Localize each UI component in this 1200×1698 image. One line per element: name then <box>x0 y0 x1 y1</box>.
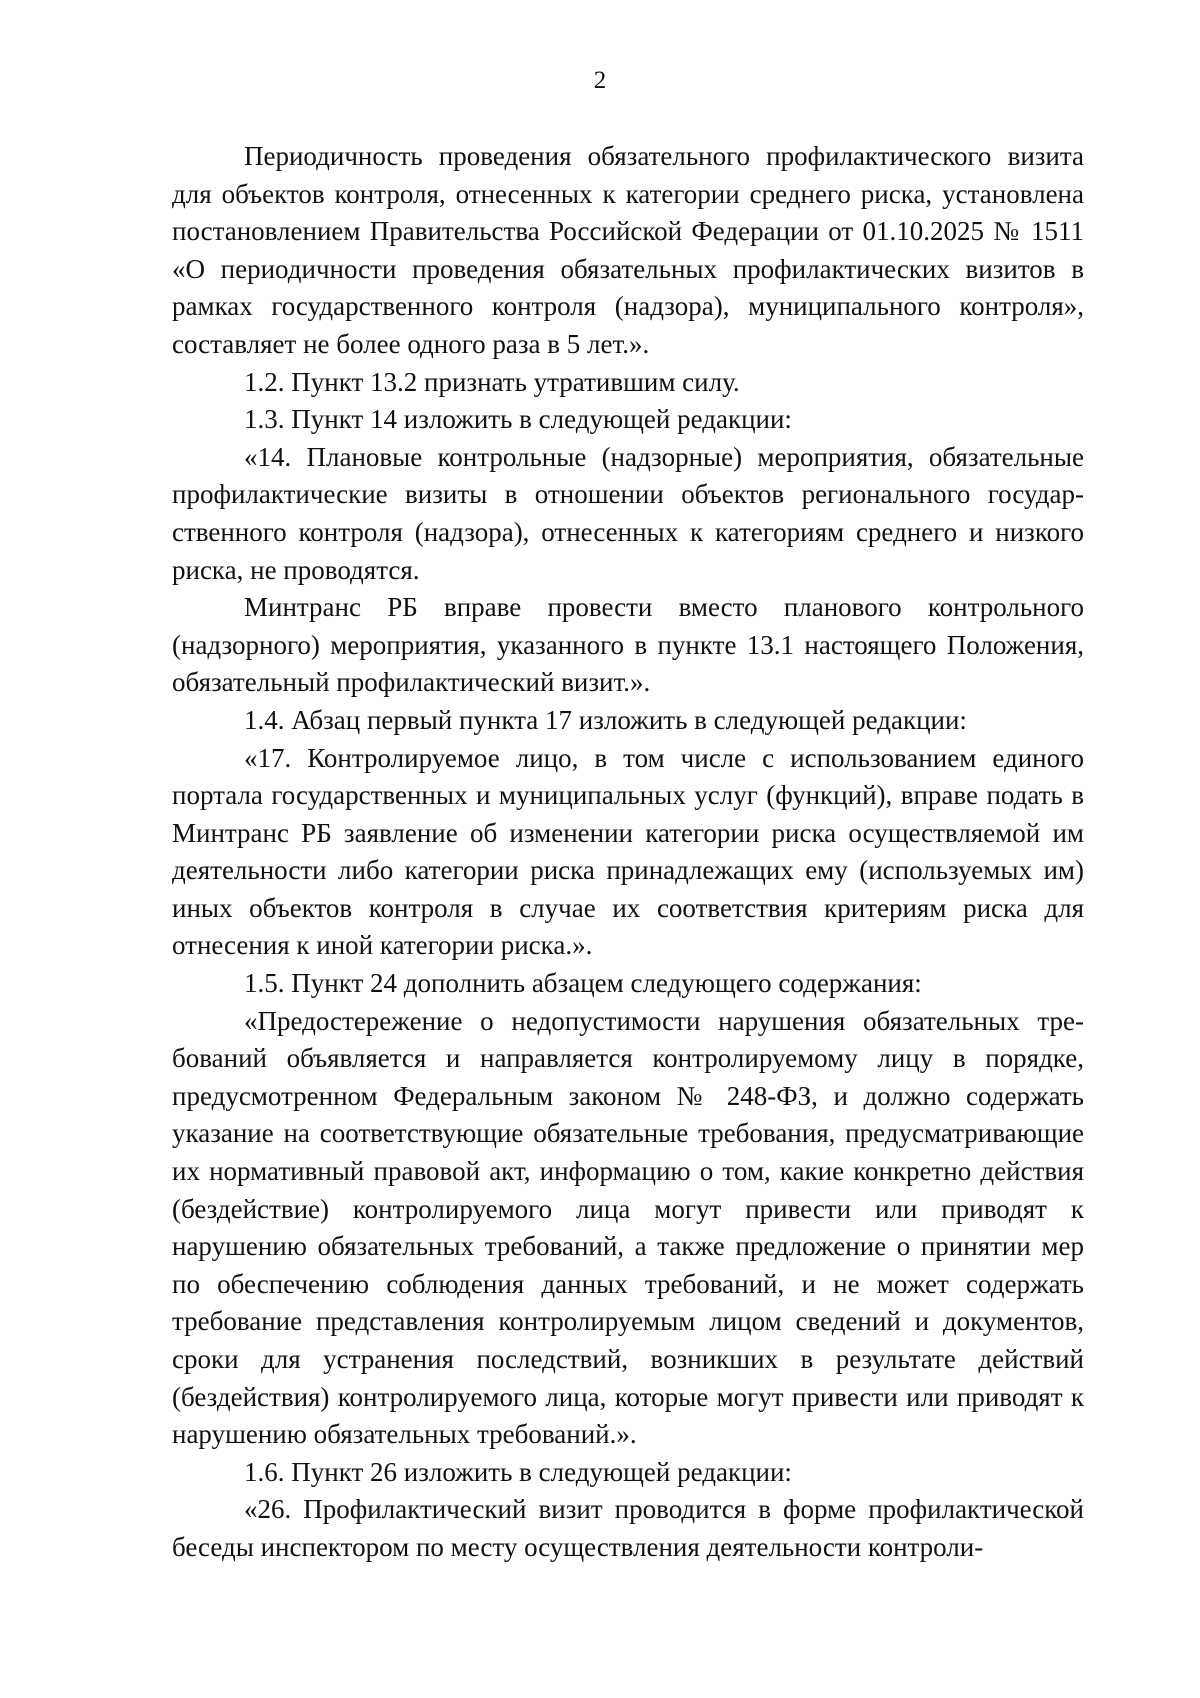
paragraph-mintrans-visit: Минтранс РБ вправе провести вместо планового контрольного (надзорного) мероприятия, указанного в пункте 13.1 настоящего Положения, обязательный профилактический визит.». <box>172 592 1084 698</box>
paragraph-point-14: «14. Плановые контрольные (надзорные) мероприятия, обязательные профилактические визиты в отношении объектов регионального государственного контроля (надзора), отнесенных к категориям среднего и низкого риска, не проводятся. <box>172 441 1084 585</box>
document-body <box>172 138 1084 1567</box>
paragraph-point-17: «17. Контролируемое лицо, в том числе с использованием единого портала государственных и муниципальных услуг (функций), вправе подать в Минтранс РБ заявление об изменении категории риска осуществляемой им деятельности либо категории риска принадлежащих ему (используемых им) иных объектов контроля в случае их соответствия критериям риска для отнесения к иной категории риска.». <box>172 742 1084 961</box>
page-number: 2 <box>593 67 607 94</box>
paragraph-item-1-3: 1.3. Пункт 14 изложить в следующей редакции: <box>244 404 792 435</box>
paragraph-point-26: «26. Профилактический визит проводится в форме профилактической беседы инспектором по месту осуществления деятельности контроли- <box>172 1494 1084 1562</box>
paragraph-item-1-6: 1.6. Пункт 26 изложить в следующей редакции: <box>244 1456 792 1487</box>
paragraph-item-1-2: 1.2. Пункт 13.2 признать утратившим силу. <box>244 366 740 397</box>
paragraph-item-1-5: 1.5. Пункт 24 дополнить абзацем следующего содержания: <box>244 968 922 999</box>
paragraph-warning-notice: «Предостережение о недопустимости нарушения обязательных требований объявляется и направляется контролируемому лицу в порядке, предусмотренном Федеральным законом № 248-ФЗ, и должно содержать указание на соответствующие обязательные требования, предусматривающие их нормативный правовой акт, информацию о том, какие конкретно действия (бездействие) контролируемого лица могут привести или приводят к нарушению обязательных требований, а также предложение о принятии мер по обеспечению соблюдения данных требований, и не может содержать требование представления контролируемым лицом сведений и документов, сроки для устранения последствий, возникших в результате действий (бездействия) контролируемого лица, которые могут привести или приводят к нарушению обязательных требований.». <box>172 1005 1084 1450</box>
paragraph-risk-periodicity: Периодичность проведения обязательного профилактического визита для объектов контроля, отнесенных к категории среднего риска, установлена постановлением Правительства Российской Федерации от 01.10.2025 № 1511 «О периодичности проведения обязательных профилактических визитов в рамках государственного контроля (надзора), муниципального контроля», составляет не более одного раза в 5 лет.». <box>172 141 1084 359</box>
paragraph-item-1-4: 1.4. Абзац первый пункта 17 изложить в следующей редакции: <box>244 704 967 735</box>
